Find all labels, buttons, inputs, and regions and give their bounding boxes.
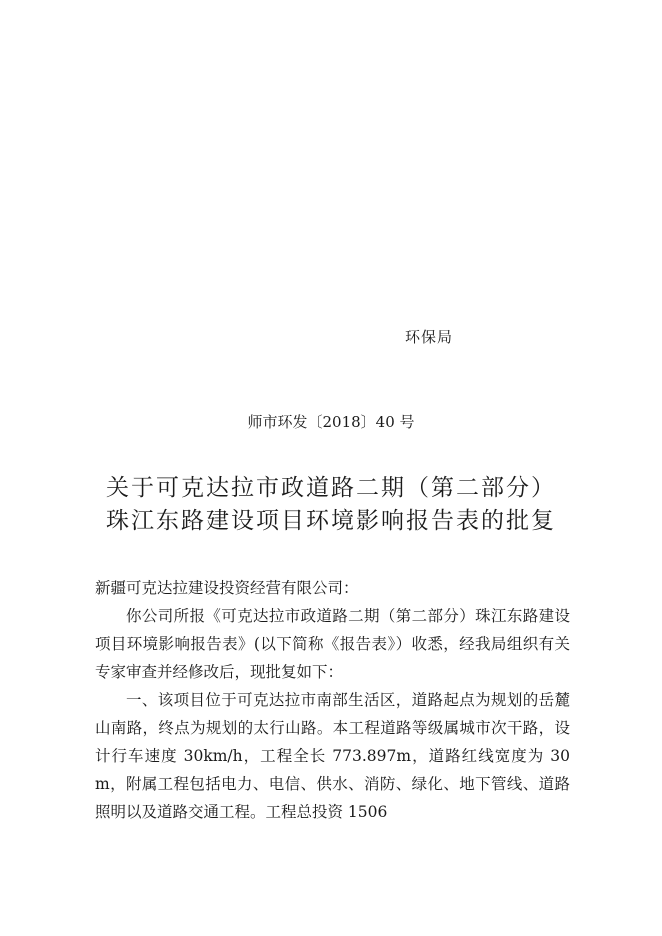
- body-paragraph-1: 你公司所报《可克达拉市政道路二期（第二部分）珠江东路建设项目环境影响报告表》(以下简称《报告表》）收悉，经我局组织有关专家审查并经修改后，现批复如下：: [95, 607, 570, 681]
- document-number: 师市环发〔2018〕40 号: [247, 413, 415, 431]
- title-line-2: 珠江东路建设项目环境影响报告表的批复: [106, 508, 556, 534]
- title-line-1: 关于可克达拉市政道路二期（第二部分）: [106, 475, 556, 501]
- body-paragraph-2: 一、该项目位于可克达拉市南部生活区，道路起点为规划的岳麓山南路，终点为规划的太行山路。本工程道路等级属城市次干路，设计行车速度 30km/h，工程全长 773.897m，道路红线宽度为 30m，附属工程包括电力、电信、供水、消防、绿化、地下管线、道路照明以及道路交通工程。工程总投资 1506: [95, 691, 570, 821]
- document-title: [0, 472, 662, 538]
- issuer-label: 环保局: [405, 328, 454, 346]
- salutation: 新疆可克达拉建设投资经营有限公司：: [95, 579, 359, 597]
- document-body: [95, 574, 570, 826]
